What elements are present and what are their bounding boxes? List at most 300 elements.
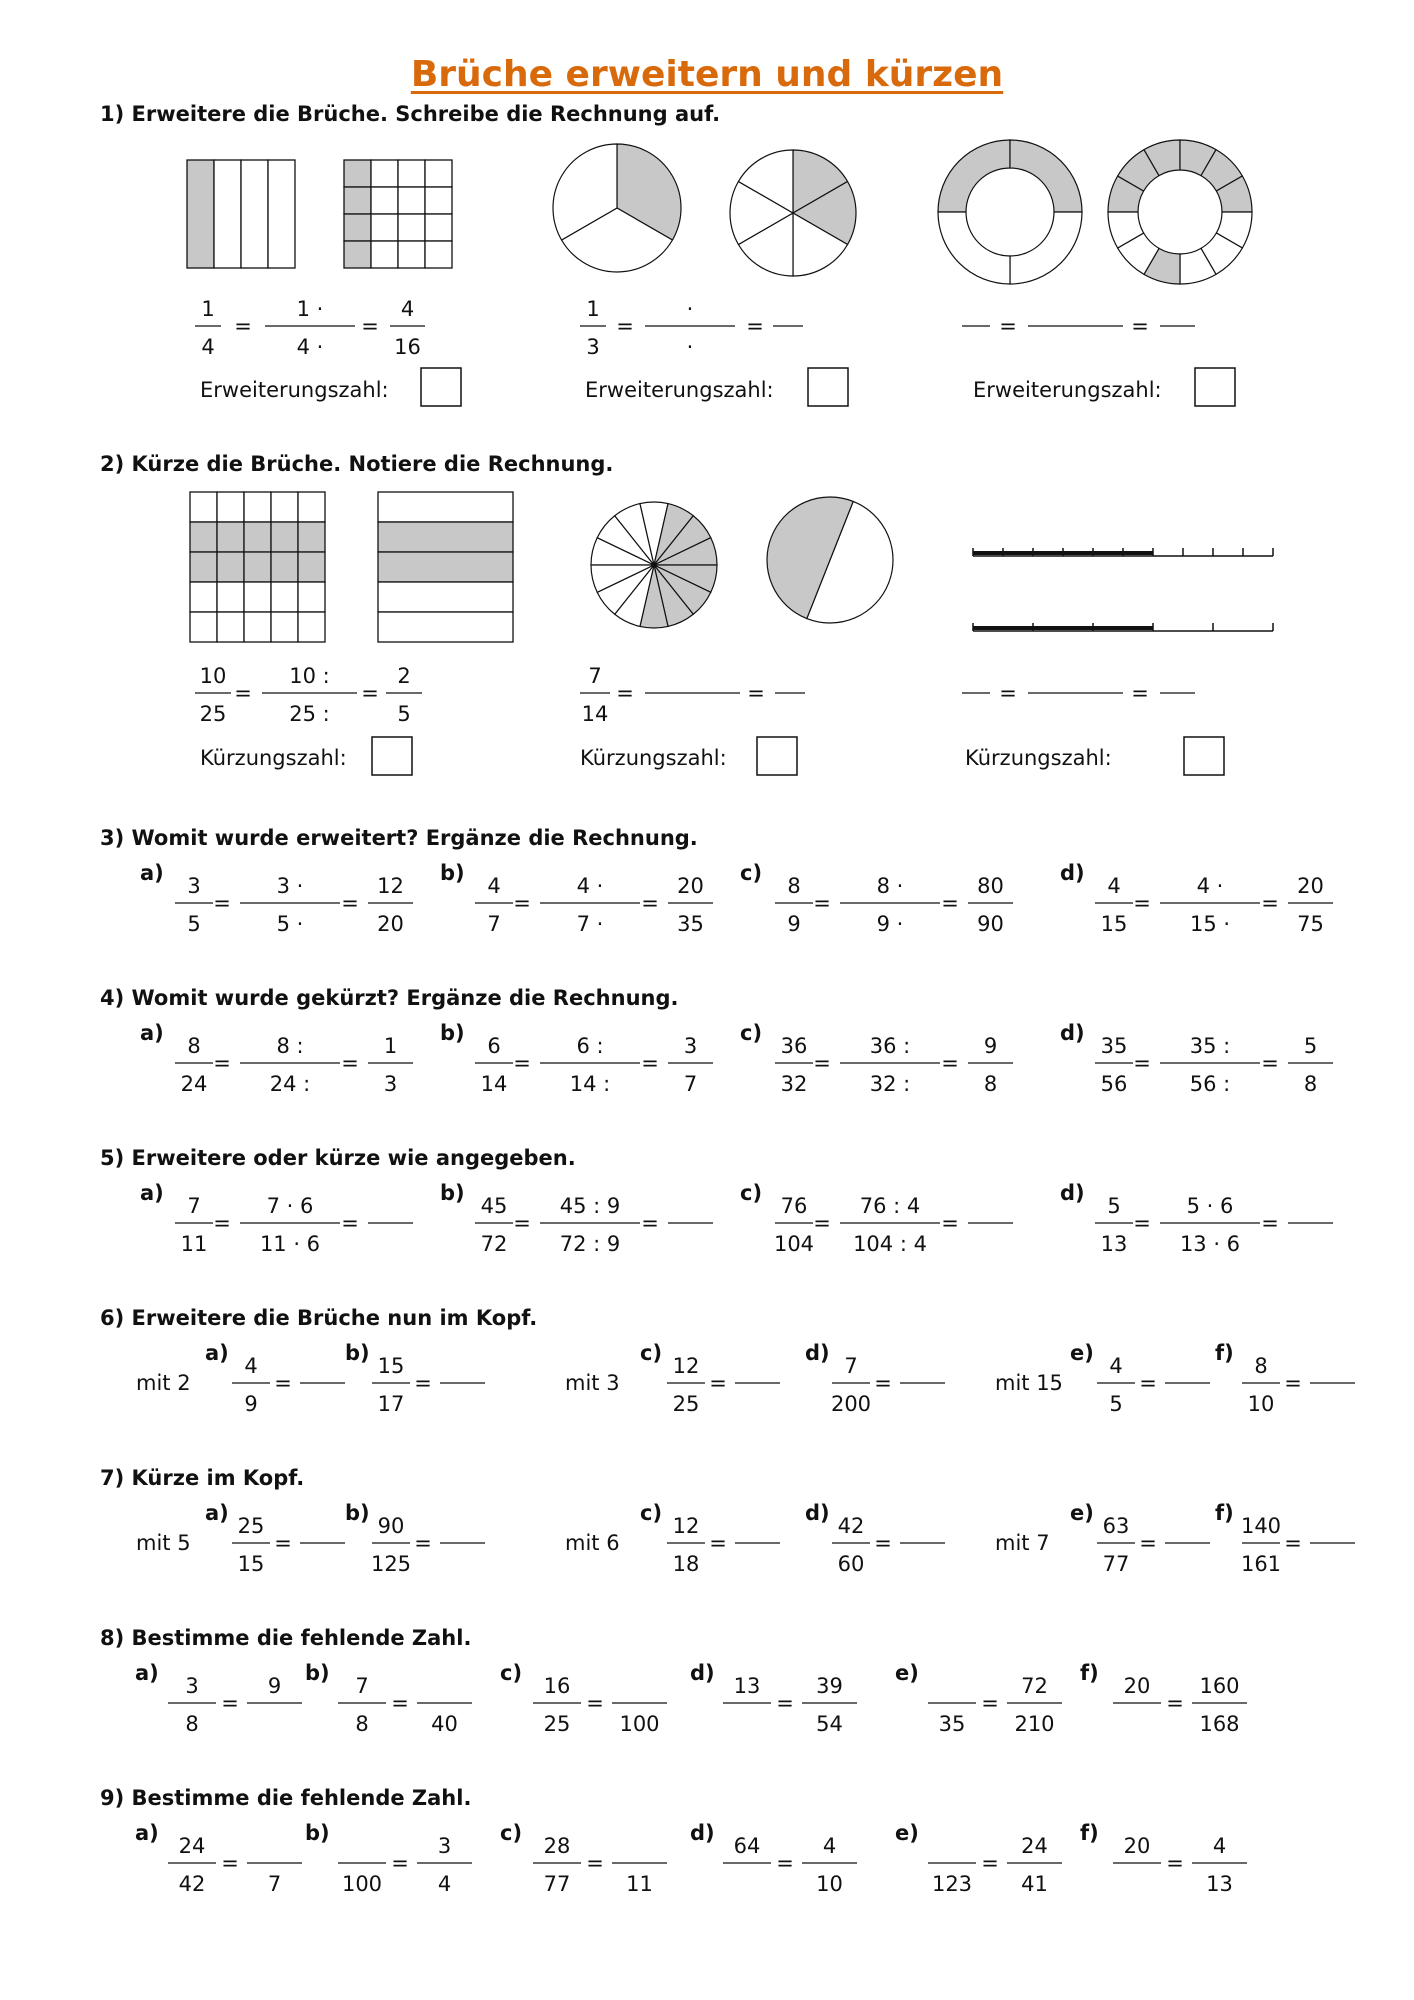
equals-sign: = <box>874 1531 892 1555</box>
grid-cell <box>425 241 452 268</box>
grid-cell <box>217 612 244 642</box>
s7-group-label: mit 6 <box>565 1531 620 1555</box>
s7-fraction-given-denominator: 77 <box>1102 1552 1130 1576</box>
s6-group-label: mit 15 <box>995 1371 1063 1395</box>
s7-fraction-given-numerator: 25 <box>237 1514 265 1538</box>
s9-fraction-right-denominator: 11 <box>626 1872 653 1896</box>
s7-fraction-given-numerator: 42 <box>837 1514 865 1538</box>
s8-fraction-right-numerator: 9 <box>267 1674 282 1698</box>
reduction-number-label: Kürzungszahl: <box>580 746 727 770</box>
s6-fraction-given-denominator: 200 <box>830 1392 872 1416</box>
fraction-strip <box>378 582 513 612</box>
grid-cell <box>344 187 371 214</box>
s2-eq2-fraction-a-denominator: 14 <box>581 702 609 726</box>
s8-fraction-right-denominator: 168 <box>1199 1712 1240 1736</box>
grid-cell <box>271 612 298 642</box>
s4-fraction-b-denominator: 32 : <box>869 1072 911 1096</box>
fraction-strip <box>241 160 268 268</box>
s9-fraction-left-numerator: 24 <box>178 1834 206 1858</box>
equals-sign: = <box>361 681 379 705</box>
s4-fraction-c-numerator: 3 <box>683 1034 698 1058</box>
equals-sign: = <box>234 314 252 338</box>
grid-cell <box>271 582 298 612</box>
s5-fraction-a-denominator: 11 <box>180 1232 208 1256</box>
fraction-strip <box>187 160 214 268</box>
s1-eq2-fraction-a-numerator: 1 <box>586 297 600 321</box>
s4-item-label: a) <box>140 1021 164 1045</box>
s4-fraction-b-numerator: 35 : <box>1189 1034 1231 1058</box>
section-2-heading: 2) Kürze die Brüche. Notiere die Rechnung. <box>100 452 614 476</box>
s5-fraction-b-numerator: 45 : 9 <box>559 1194 621 1218</box>
equals-sign: = <box>274 1371 292 1395</box>
grid-cell <box>344 241 371 268</box>
reduction-number-box <box>372 737 412 775</box>
s8-fraction-right-denominator: 100 <box>619 1712 660 1736</box>
s4-fraction-c-denominator: 3 <box>383 1072 398 1096</box>
s5-fraction-b-numerator: 76 : 4 <box>859 1194 921 1218</box>
s4-fraction-c-denominator: 8 <box>1303 1072 1318 1096</box>
s8-item-label: a) <box>135 1661 159 1685</box>
grid-cell <box>244 582 271 612</box>
page-title: Brüche erweitern und kürzen <box>410 54 1004 95</box>
s8-fraction-left-numerator: 13 <box>733 1674 761 1698</box>
equals-sign: = <box>586 1691 604 1715</box>
s7-item-label: b) <box>345 1501 370 1525</box>
equals-sign: = <box>391 1691 409 1715</box>
grid-cell <box>271 522 298 552</box>
s9-fraction-right-numerator: 3 <box>437 1834 452 1858</box>
s6-fraction-given-numerator: 8 <box>1254 1354 1268 1378</box>
s3-fraction-c-denominator: 90 <box>977 912 1004 936</box>
grid-cell <box>190 552 217 582</box>
fraction-strip <box>378 522 513 552</box>
reduction-number-box <box>1184 737 1224 775</box>
section-1-heading: 1) Erweitere die Brüche. Schreibe die Rechnung auf. <box>100 102 721 126</box>
grid-cell <box>298 492 325 522</box>
s8-fraction-left-numerator: 16 <box>543 1674 571 1698</box>
s4-fraction-a-denominator: 56 <box>1100 1072 1128 1096</box>
s9-item-label: b) <box>305 1821 330 1845</box>
equals-sign: = <box>776 1691 794 1715</box>
grid-cell <box>190 522 217 552</box>
s2-eq1-fraction-b-denominator: 25 : <box>289 702 330 726</box>
grid-cell <box>398 187 425 214</box>
s9-fraction-right-numerator: 24 <box>1021 1834 1048 1858</box>
s7-fraction-given-denominator: 18 <box>672 1552 700 1576</box>
equals-sign: = <box>1284 1371 1302 1395</box>
s5-item-label: d) <box>1060 1181 1085 1205</box>
equals-sign: = <box>213 891 231 915</box>
s4-fraction-b-denominator: 24 : <box>269 1072 311 1096</box>
grid-cell <box>244 522 271 552</box>
fraction-strip <box>378 612 513 642</box>
s9-fraction-left-denominator: 42 <box>178 1872 206 1896</box>
expansion-number-box <box>808 368 848 406</box>
grid-cell <box>217 552 244 582</box>
s6-group-label: mit 2 <box>136 1371 191 1395</box>
s5-fraction-b-denominator: 72 : 9 <box>559 1232 621 1256</box>
expansion-number-box <box>1195 368 1235 406</box>
s3-fraction-a-numerator: 4 <box>1107 874 1121 898</box>
s1-eq1-fraction-b-denominator: 4 · <box>296 335 324 359</box>
s3-fraction-b-numerator: 4 · <box>576 874 604 898</box>
s9-fraction-right-denominator: 41 <box>1021 1872 1048 1896</box>
s4-item-label: d) <box>1060 1021 1085 1045</box>
s3-fraction-c-denominator: 35 <box>677 912 704 936</box>
grid-cell <box>217 492 244 522</box>
s5-fraction-b-denominator: 11 · 6 <box>259 1232 321 1256</box>
s4-fraction-c-denominator: 8 <box>983 1072 998 1096</box>
ring-segment <box>938 212 1010 284</box>
s8-item-label: c) <box>500 1661 523 1685</box>
s6-fraction-given-numerator: 12 <box>672 1354 700 1378</box>
s3-fraction-a-denominator: 5 <box>187 912 201 936</box>
s7-fraction-given-numerator: 90 <box>377 1514 405 1538</box>
s3-fraction-b-numerator: 8 · <box>876 874 904 898</box>
s2-eq2-fraction-a-numerator: 7 <box>588 664 602 688</box>
s8-fraction-right-numerator: 160 <box>1199 1674 1240 1698</box>
s3-fraction-c-numerator: 80 <box>977 874 1004 898</box>
s3-fraction-c-denominator: 75 <box>1297 912 1324 936</box>
s5-fraction-a-numerator: 76 <box>780 1194 808 1218</box>
s5-fraction-a-denominator: 13 <box>1100 1232 1128 1256</box>
s1-eq1-fraction-c-numerator: 4 <box>400 297 415 321</box>
s8-item-label: d) <box>690 1661 715 1685</box>
s5-fraction-b-numerator: 7 · 6 <box>266 1194 314 1218</box>
grid-cell <box>244 552 271 582</box>
grid-cell <box>398 214 425 241</box>
grid-cell <box>190 582 217 612</box>
s4-fraction-c-numerator: 1 <box>383 1034 398 1058</box>
s4-fraction-b-denominator: 56 : <box>1189 1072 1231 1096</box>
s8-fraction-left-denominator: 25 <box>543 1712 571 1736</box>
s9-fraction-left-denominator: 123 <box>931 1872 973 1896</box>
grid-cell <box>344 160 371 187</box>
grid-cell <box>371 160 398 187</box>
s3-item-label: a) <box>140 861 164 885</box>
s8-item-label: e) <box>895 1661 919 1685</box>
s5-fraction-b-denominator: 13 · 6 <box>1179 1232 1241 1256</box>
s2-eq1-fraction-c-denominator: 5 <box>397 702 411 726</box>
s5-item-label: c) <box>740 1181 763 1205</box>
s8-fraction-right-numerator: 72 <box>1021 1674 1048 1698</box>
s8-fraction-left-denominator: 8 <box>185 1712 199 1736</box>
equals-sign: = <box>616 681 634 705</box>
reduction-number-label: Kürzungszahl: <box>965 746 1112 770</box>
equals-sign: = <box>1166 1691 1184 1715</box>
s7-item-label: c) <box>640 1501 663 1525</box>
ring-segment <box>1010 140 1082 212</box>
equals-sign: = <box>813 1211 831 1235</box>
fraction-strip <box>214 160 241 268</box>
s3-fraction-a-numerator: 8 <box>787 874 801 898</box>
s4-fraction-a-denominator: 24 <box>180 1072 208 1096</box>
s3-item-label: d) <box>1060 861 1085 885</box>
grid-cell <box>371 187 398 214</box>
s9-fraction-right-denominator: 10 <box>816 1872 843 1896</box>
s2-eq1-fraction-c-numerator: 2 <box>397 664 411 688</box>
s3-item-label: c) <box>740 861 763 885</box>
s6-fraction-given-numerator: 7 <box>844 1354 858 1378</box>
fraction-strip <box>378 492 513 522</box>
s7-group-label: mit 7 <box>995 1531 1050 1555</box>
s3-fraction-c-numerator: 20 <box>677 874 704 898</box>
s8-fraction-left-numerator: 3 <box>185 1674 199 1698</box>
s5-fraction-a-numerator: 7 <box>187 1194 201 1218</box>
equals-sign: = <box>1133 891 1151 915</box>
s7-fraction-given-denominator: 15 <box>237 1552 265 1576</box>
s9-fraction-right-denominator: 4 <box>437 1872 452 1896</box>
equals-sign: = <box>213 1051 231 1075</box>
s4-fraction-b-denominator: 14 : <box>569 1072 611 1096</box>
equals-sign: = <box>414 1531 432 1555</box>
s1-eq1-fraction-a-denominator: 4 <box>201 335 215 359</box>
s7-item-label: f) <box>1215 1501 1234 1525</box>
grid-cell <box>298 552 325 582</box>
s6-item-label: c) <box>640 1341 663 1365</box>
s5-fraction-a-numerator: 45 <box>480 1194 508 1218</box>
s9-item-label: c) <box>500 1821 523 1845</box>
equals-sign: = <box>513 891 531 915</box>
s9-fraction-left-denominator: 77 <box>543 1872 571 1896</box>
s7-fraction-given-numerator: 140 <box>1240 1514 1282 1538</box>
s9-fraction-left-numerator: 20 <box>1123 1834 1151 1858</box>
section-9-heading: 9) Bestimme die fehlende Zahl. <box>100 1786 472 1810</box>
grid-cell <box>244 492 271 522</box>
s3-fraction-a-denominator: 15 <box>1100 912 1128 936</box>
grid-cell <box>298 612 325 642</box>
grid-cell <box>425 160 452 187</box>
fraction-strip <box>268 160 295 268</box>
s9-item-label: d) <box>690 1821 715 1845</box>
s9-item-label: f) <box>1080 1821 1099 1845</box>
equals-sign: = <box>213 1211 231 1235</box>
grid-cell <box>271 552 298 582</box>
equals-sign: = <box>1133 1051 1151 1075</box>
s4-fraction-b-numerator: 6 : <box>576 1034 604 1058</box>
equals-sign: = <box>776 1851 794 1875</box>
s6-fraction-given-denominator: 5 <box>1109 1392 1123 1416</box>
equals-sign: = <box>513 1211 531 1235</box>
equals-sign: = <box>616 314 634 338</box>
equals-sign: = <box>221 1691 239 1715</box>
s8-fraction-left-numerator: 7 <box>355 1674 369 1698</box>
expansion-number-label: Erweiterungszahl: <box>200 378 389 402</box>
s3-fraction-b-denominator: 15 · <box>1189 912 1231 936</box>
s4-fraction-a-denominator: 14 <box>480 1072 508 1096</box>
equals-sign: = <box>234 681 252 705</box>
equals-sign: = <box>414 1371 432 1395</box>
s3-fraction-a-numerator: 4 <box>487 874 501 898</box>
s7-fraction-given-numerator: 63 <box>1102 1514 1130 1538</box>
equals-sign: = <box>874 1371 892 1395</box>
equals-sign: = <box>747 681 765 705</box>
s6-item-label: e) <box>1070 1341 1094 1365</box>
s6-fraction-given-numerator: 15 <box>377 1354 405 1378</box>
s6-group-label: mit 3 <box>565 1371 620 1395</box>
s2-eq1-fraction-a-numerator: 10 <box>199 664 227 688</box>
s9-fraction-right-numerator: 4 <box>1212 1834 1227 1858</box>
ring-segment <box>938 140 1010 212</box>
s4-item-label: b) <box>440 1021 465 1045</box>
equals-sign: = <box>1261 1051 1279 1075</box>
ring-segment <box>1010 212 1082 284</box>
s9-fraction-left-denominator: 100 <box>341 1872 383 1896</box>
grid-cell <box>371 241 398 268</box>
grid-cell <box>298 582 325 612</box>
s1-eq1-fraction-a-numerator: 1 <box>201 297 215 321</box>
s5-fraction-a-denominator: 104 <box>773 1232 815 1256</box>
expansion-number-label: Erweiterungszahl: <box>585 378 774 402</box>
s6-fraction-given-numerator: 4 <box>244 1354 258 1378</box>
s3-fraction-b-numerator: 4 · <box>1196 874 1224 898</box>
grid-cell <box>217 522 244 552</box>
equals-sign: = <box>981 1851 999 1875</box>
s1-eq1-fraction-c-denominator: 16 <box>394 335 421 359</box>
equals-sign: = <box>1139 1531 1157 1555</box>
s4-fraction-a-numerator: 6 <box>487 1034 501 1058</box>
equals-sign: = <box>981 1691 999 1715</box>
reduction-number-box <box>757 737 797 775</box>
s8-fraction-left-denominator: 8 <box>355 1712 369 1736</box>
equals-sign: = <box>1139 1371 1157 1395</box>
grid-cell <box>425 214 452 241</box>
equals-sign: = <box>813 891 831 915</box>
reduction-number-label: Kürzungszahl: <box>200 746 347 770</box>
s5-fraction-a-denominator: 72 <box>480 1232 508 1256</box>
s4-item-label: c) <box>740 1021 763 1045</box>
s5-fraction-b-numerator: 5 · 6 <box>1186 1194 1234 1218</box>
s6-fraction-given-denominator: 10 <box>1247 1392 1275 1416</box>
fraction-strip <box>378 552 513 582</box>
equals-sign: = <box>1261 1211 1279 1235</box>
grid-cell <box>371 214 398 241</box>
equals-sign: = <box>813 1051 831 1075</box>
s7-fraction-given-denominator: 60 <box>837 1552 865 1576</box>
s3-fraction-c-numerator: 20 <box>1297 874 1324 898</box>
s5-fraction-b-denominator: 104 : 4 <box>853 1232 927 1256</box>
grid-cell <box>217 582 244 612</box>
equals-sign: = <box>941 1051 959 1075</box>
s6-fraction-given-denominator: 17 <box>377 1392 405 1416</box>
s1-eq2-fraction-b-numerator: · <box>686 297 694 321</box>
s1-eq2-fraction-a-denominator: 3 <box>586 335 600 359</box>
equals-sign: = <box>746 314 764 338</box>
s5-item-label: b) <box>440 1181 465 1205</box>
s7-item-label: d) <box>805 1501 830 1525</box>
section-8-heading: 8) Bestimme die fehlende Zahl. <box>100 1626 472 1650</box>
s2-eq1-fraction-b-numerator: 10 : <box>289 664 330 688</box>
s4-fraction-c-denominator: 7 <box>683 1072 698 1096</box>
grid-cell <box>244 612 271 642</box>
equals-sign: = <box>586 1851 604 1875</box>
s6-item-label: d) <box>805 1341 830 1365</box>
equals-sign: = <box>341 1051 359 1075</box>
s8-fraction-right-denominator: 210 <box>1014 1712 1055 1736</box>
equals-sign: = <box>221 1851 239 1875</box>
s3-fraction-b-denominator: 7 · <box>576 912 604 936</box>
s5-fraction-a-numerator: 5 <box>1107 1194 1121 1218</box>
equals-sign: = <box>999 681 1017 705</box>
grid-cell <box>398 160 425 187</box>
s7-item-label: e) <box>1070 1501 1094 1525</box>
grid-cell <box>344 214 371 241</box>
section-4-heading: 4) Womit wurde gekürzt? Ergänze die Rechnung. <box>100 986 679 1010</box>
equals-sign: = <box>1166 1851 1184 1875</box>
equals-sign: = <box>391 1851 409 1875</box>
s7-fraction-given-denominator: 161 <box>1240 1552 1282 1576</box>
equals-sign: = <box>709 1371 727 1395</box>
grid-cell <box>190 492 217 522</box>
s3-fraction-c-denominator: 20 <box>377 912 404 936</box>
s9-fraction-right-denominator: 13 <box>1206 1872 1233 1896</box>
s3-fraction-b-numerator: 3 · <box>276 874 304 898</box>
equals-sign: = <box>941 891 959 915</box>
s5-item-label: a) <box>140 1181 164 1205</box>
grid-cell <box>298 522 325 552</box>
s3-fraction-c-numerator: 12 <box>377 874 404 898</box>
equals-sign: = <box>513 1051 531 1075</box>
s9-fraction-right-numerator: 4 <box>822 1834 837 1858</box>
equals-sign: = <box>1133 1211 1151 1235</box>
equals-sign: = <box>641 891 659 915</box>
grid-cell <box>425 187 452 214</box>
s7-fraction-given-denominator: 125 <box>370 1552 412 1576</box>
s1-eq2-fraction-b-denominator: · <box>686 335 694 359</box>
equals-sign: = <box>999 314 1017 338</box>
s6-fraction-given-denominator: 25 <box>672 1392 700 1416</box>
s3-fraction-a-denominator: 9 <box>787 912 801 936</box>
equals-sign: = <box>1284 1531 1302 1555</box>
s9-fraction-right-denominator: 7 <box>267 1872 282 1896</box>
s4-fraction-c-numerator: 9 <box>983 1034 998 1058</box>
s4-fraction-b-numerator: 36 : <box>869 1034 911 1058</box>
s4-fraction-a-numerator: 35 <box>1100 1034 1128 1058</box>
s6-item-label: f) <box>1215 1341 1234 1365</box>
s3-fraction-a-denominator: 7 <box>487 912 501 936</box>
s4-fraction-a-numerator: 36 <box>780 1034 808 1058</box>
s6-item-label: b) <box>345 1341 370 1365</box>
s8-fraction-right-denominator: 54 <box>816 1712 843 1736</box>
s3-item-label: b) <box>440 861 465 885</box>
s9-item-label: e) <box>895 1821 919 1845</box>
equals-sign: = <box>941 1211 959 1235</box>
s7-fraction-given-numerator: 12 <box>672 1514 700 1538</box>
s8-fraction-left-denominator: 35 <box>938 1712 966 1736</box>
s7-item-label: a) <box>205 1501 229 1525</box>
section-5-heading: 5) Erweitere oder kürze wie angegeben. <box>100 1146 576 1170</box>
s3-fraction-b-denominator: 5 · <box>276 912 304 936</box>
s8-item-label: f) <box>1080 1661 1099 1685</box>
s9-item-label: a) <box>135 1821 159 1845</box>
s8-fraction-right-denominator: 40 <box>431 1712 458 1736</box>
s1-eq1-fraction-b-numerator: 1 · <box>296 297 324 321</box>
equals-sign: = <box>274 1531 292 1555</box>
s6-fraction-given-denominator: 9 <box>244 1392 258 1416</box>
s9-fraction-left-numerator: 64 <box>733 1834 761 1858</box>
s8-item-label: b) <box>305 1661 330 1685</box>
s3-fraction-b-denominator: 9 · <box>876 912 904 936</box>
expansion-number-box <box>421 368 461 406</box>
equals-sign: = <box>641 1211 659 1235</box>
s8-fraction-left-numerator: 20 <box>1123 1674 1151 1698</box>
grid-cell <box>271 492 298 522</box>
s4-fraction-a-numerator: 8 <box>187 1034 201 1058</box>
s2-eq1-fraction-a-denominator: 25 <box>199 702 227 726</box>
expansion-number-label: Erweiterungszahl: <box>973 378 1162 402</box>
grid-cell <box>398 241 425 268</box>
equals-sign: = <box>709 1531 727 1555</box>
